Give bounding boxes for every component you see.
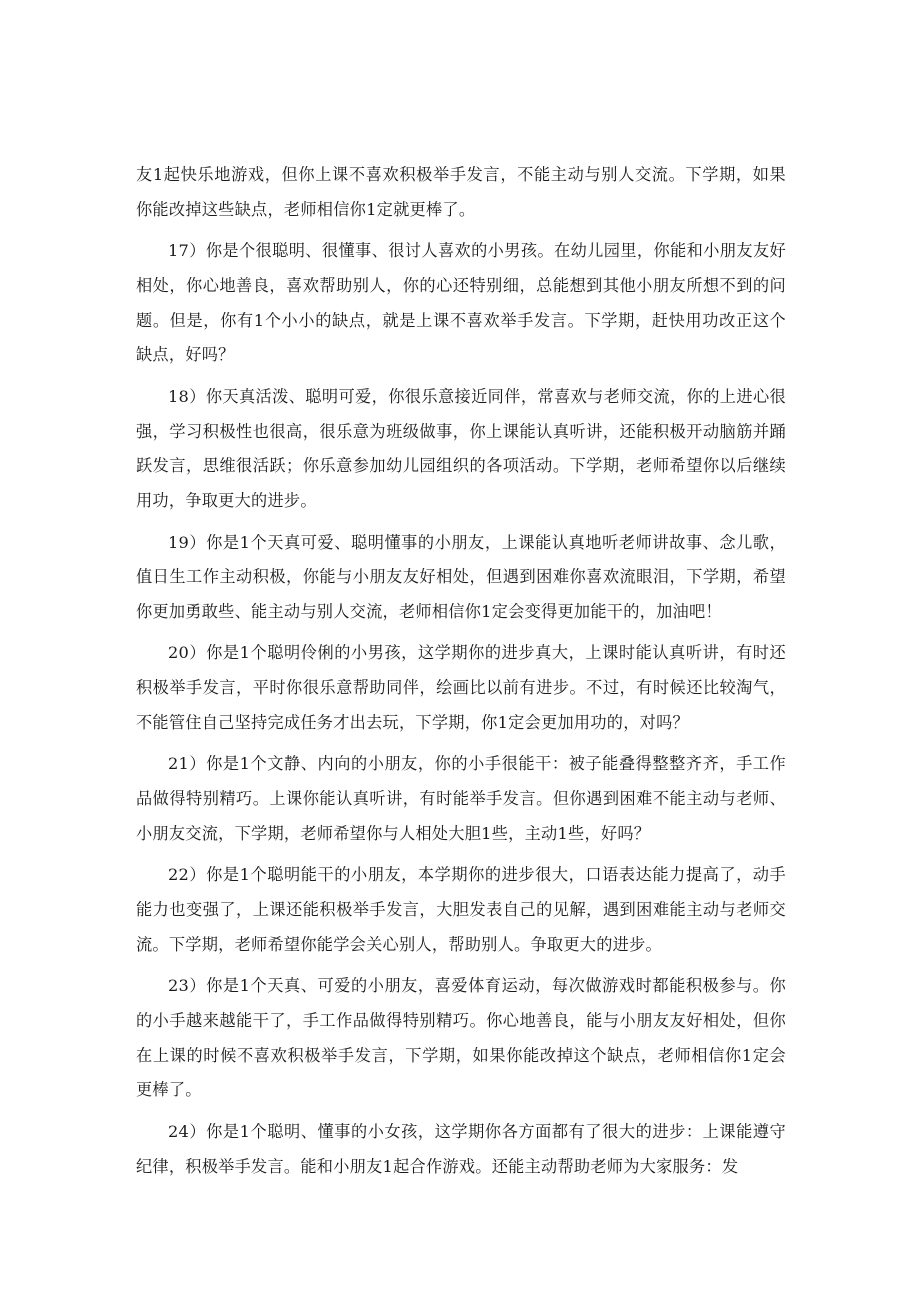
paragraph-17: 17）你是个很聪明、很懂事、很讨人喜欢的小男孩。在幼儿园里，你能和小朋友友好相处，你心地善良，喜欢帮助别人，你的心还特别细，总能想到其他小朋友所想不到的问题。但是，你有1个小小的缺点，就是上课不喜欢举手发言。下学期，赶快用功改正这个缺点，好吗？ — [136, 241, 786, 365]
paragraph-23: 23）你是1个天真、可爱的小朋友，喜爱体育运动，每次做游戏时都能积极参与。你的小手越来越能干了，手工作品做得特别精巧。你心地善良，能与小朋友友好相处，但你在上课的时候不喜欢积极举手发言，下学期，如果你能改掉这个缺点，老师相信你1定会更棒了。 — [136, 976, 786, 1100]
paragraph-continuation: 友1起快乐地游戏，但你上课不喜欢积极举手发言，不能主动与别人交流。下学期，如果你能改掉这些缺点，老师相信你1定就更棒了。 — [136, 165, 786, 219]
paragraph-21: 21）你是1个文静、内向的小朋友，你的小手很能干：被子能叠得整整齐齐，手工作品做得特别精巧。上课你能认真听讲，有时能举手发言。但你遇到困难不能主动与老师、小朋友交流，下学期，老师希望你与人相处大胆1些，主动1些，好吗？ — [136, 754, 786, 843]
paragraph-22: 22）你是1个聪明能干的小朋友，本学期你的进步很大，口语表达能力提高了，动手能力也变强了，上课还能积极举手发言，大胆发表自己的见解，遇到困难能主动与老师交流。下学期，老师希望你能学会关心别人，帮助别人。争取更大的进步。 — [136, 865, 786, 954]
paragraph-19: 19）你是1个天真可爱、聪明懂事的小朋友，上课能认真地听老师讲故事、念儿歌，值日生工作主动积极，你能与小朋友友好相处，但遇到困难你喜欢流眼泪，下学期，希望你更加勇敢些、能主动与别人交流，老师相信你1定会变得更加能干的，加油吧！ — [136, 532, 786, 621]
paragraph-18: 18）你天真活泼、聪明可爱，你很乐意接近同伴，常喜欢与老师交流，你的上进心很强，学习积极性也很高，很乐意为班级做事，你上课能认真听讲，还能积极开动脑筋并踊跃发言，思维很活跃；你乐意参加幼儿园组织的各项活动。下学期，老师希望你以后继续用功，争取更大的进步。 — [136, 386, 786, 510]
paragraph-24: 24）你是1个聪明、懂事的小女孩，这学期你各方面都有了很大的进步：上课能遵守纪律，积极举手发言。能和小朋友1起合作游戏。还能主动帮助老师为大家服务：发 — [136, 1121, 786, 1176]
paragraph-20: 20）你是1个聪明伶俐的小男孩，这学期你的进步真大，上课时能认真听讲，有时还积极举手发言，平时你很乐意帮助同伴，绘画比以前有进步。不过，有时候还比较淘气，不能管住自己坚持完成任务才出去玩，下学期，你1定会更加用功的，对吗？ — [136, 643, 786, 732]
document-page — [136, 158, 786, 1191]
